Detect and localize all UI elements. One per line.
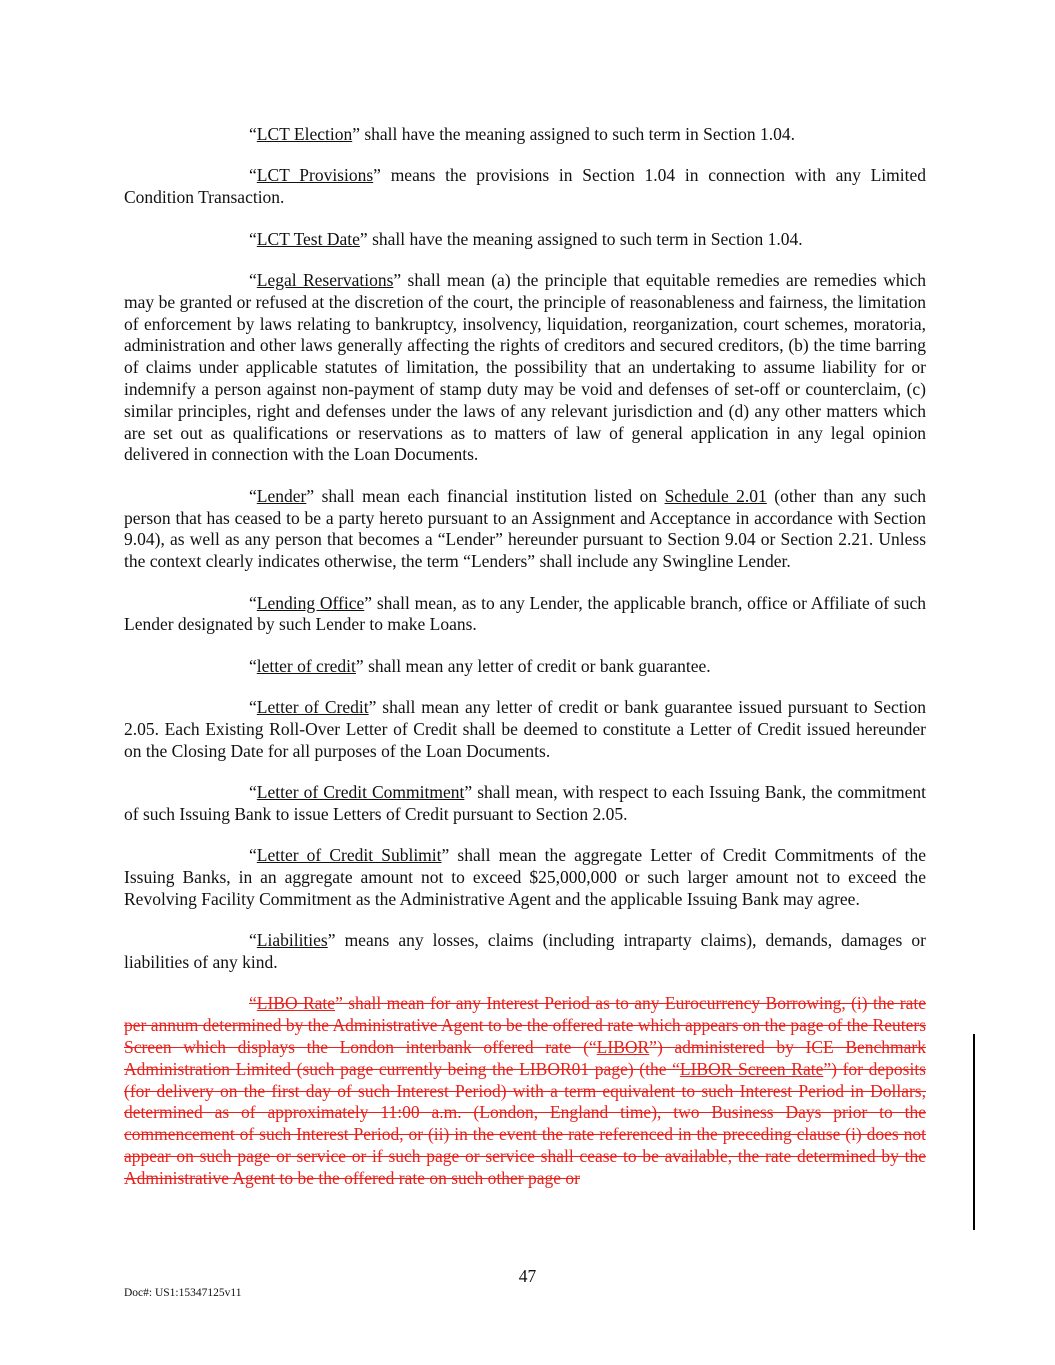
- definition-letter-of-credit: “Letter of Credit” shall mean any letter of credit or bank guarantee issued pursuant to Section 2.05. Each Existing Roll-Over Letter of Credit shall be deemed to constitute a Letter of Credit issued hereunder on the Closing Date for all purposes of the Loan Documents.: [124, 697, 926, 761]
- definition-lct-election: “LCT Election” shall have the meaning assigned to such term in Section 1.04.: [249, 124, 795, 144]
- definition-liabilities: “Liabilities” means any losses, claims (including intraparty claims), demands, damages or liabilities of any kind.: [124, 930, 926, 973]
- defined-term: LIBOR Screen Rate: [679, 1058, 824, 1079]
- definition-letter-of-credit-commitment: “Letter of Credit Commitment” shall mean, with respect to each Issuing Bank, the commitment of such Issuing Bank to issue Letters of Credit pursuant to Section 2.05.: [124, 782, 926, 824]
- definition-lct-test-date: “LCT Test Date” shall have the meaning assigned to such term in Section 1.04.: [249, 228, 803, 249]
- definition-letter-of-credit-sublimit: “Letter of Credit Sublimit” shall mean the aggregate Letter of Credit Commitments of the Issuing Banks, in an aggregate amount not to exceed $25,000,000 or such larger amount not to exceed the Revolving Facility Commitment as the Administrative Agent and the applicable Issuing Bank may agree.: [124, 845, 927, 909]
- defined-term: LIBO Rate: [256, 993, 336, 1014]
- defined-term: Liabilities: [256, 930, 328, 951]
- schedule-reference: Schedule 2.01: [664, 485, 767, 506]
- defined-term: Lending Office: [256, 592, 365, 613]
- document-body: [124, 124, 926, 1209]
- defined-term: LCT Test Date: [256, 228, 360, 249]
- defined-term: Letter of Credit Commitment: [256, 782, 465, 803]
- defined-term: Letter of Credit Sublimit: [256, 845, 442, 866]
- defined-term: letter of credit: [256, 655, 356, 676]
- defined-term: LIBOR: [596, 1037, 650, 1058]
- change-bar: [973, 1034, 975, 1230]
- page-number: 47: [518, 1266, 537, 1286]
- defined-term: LCT Election: [256, 124, 353, 144]
- defined-term: Lender: [256, 485, 307, 506]
- definition-legal-reservations: “Legal Reservations” shall mean (a) the principle that equitable remedies are remedies which may be granted or refused at the discretion of the court, the principle of reasonableness and fairness, the limitation of enforcement by laws relating to bankruptcy, insolvency, liquidation, reorganization, court schemes, moratoria, administration and other laws generally affecting the rights of creditors and secured creditors, (b) the time barring of claims under applicable statutes of limitation, the possibility that an undertaking to assume liability for or indemnify a person against non-payment of stamp duty may be void and defenses of set-off or counterclaim, (c) similar principles, right and defenses under the laws of any relevant jurisdiction and (d) any other matters which are set out as qualifications or reservations as to matters of law of general application in any legal opinion delivered in connection with the Loan Documents.: [124, 269, 926, 465]
- deleted-definition-libo-rate: “LIBO Rate” shall mean for any Interest Period as to any Eurocurrency Borrowing, (i) the rate per annum determined by the Administrative Agent to be the offered rate which appears on the page of the Reuters Screen which displays the London interbank offered rate (“LIBOR”) administered by ICE Benchmark Administration Limited (such page currently being the LIBOR01 page) (the “LIBOR Screen Rate”) for deposits (for delivery on the first day of such Interest Period) with a term equivalent to such Interest Period in Dollars, determined as of approximately 11:00 a.m. (London, England time), two Business Days prior to the commencement of such Interest Period, or (ii) in the event the rate referenced in the preceding clause (i) does not appear on such page or service or if such page or service shall cease to be available, the rate determined by the Administrative Agent to be the offered rate on such other page or: [124, 993, 927, 1188]
- defined-term: LCT Provisions: [256, 165, 374, 186]
- definition-lender: “Lender” shall mean each financial institution listed on Schedule 2.01 (other than any such person that has ceased to be a party hereto pursuant to an Assignment and Acceptance in accordance with Section 9.04), as well as any person that becomes a “Lender” hereunder pursuant to Section 9.04 or Section 2.21. Unless the context clearly indicates otherwise, the term “Lenders” shall include any Swingline Lender.: [124, 485, 926, 572]
- defined-term: Letter of Credit: [256, 697, 369, 718]
- definition-lct-provisions: “LCT Provisions” means the provisions in Section 1.04 in connection with any Limited Condition Transaction.: [124, 165, 926, 208]
- defined-term: Legal Reservations: [256, 269, 394, 290]
- definition-letter-of-credit-lowercase: “letter of credit” shall mean any letter of credit or bank guarantee.: [249, 655, 711, 676]
- definition-lending-office: “Lending Office” shall mean, as to any Lender, the applicable branch, office or Affiliate of such Lender designated by such Lender to make Loans.: [124, 592, 926, 635]
- document-id: Doc#: US1:15347125v11: [124, 1287, 242, 1299]
